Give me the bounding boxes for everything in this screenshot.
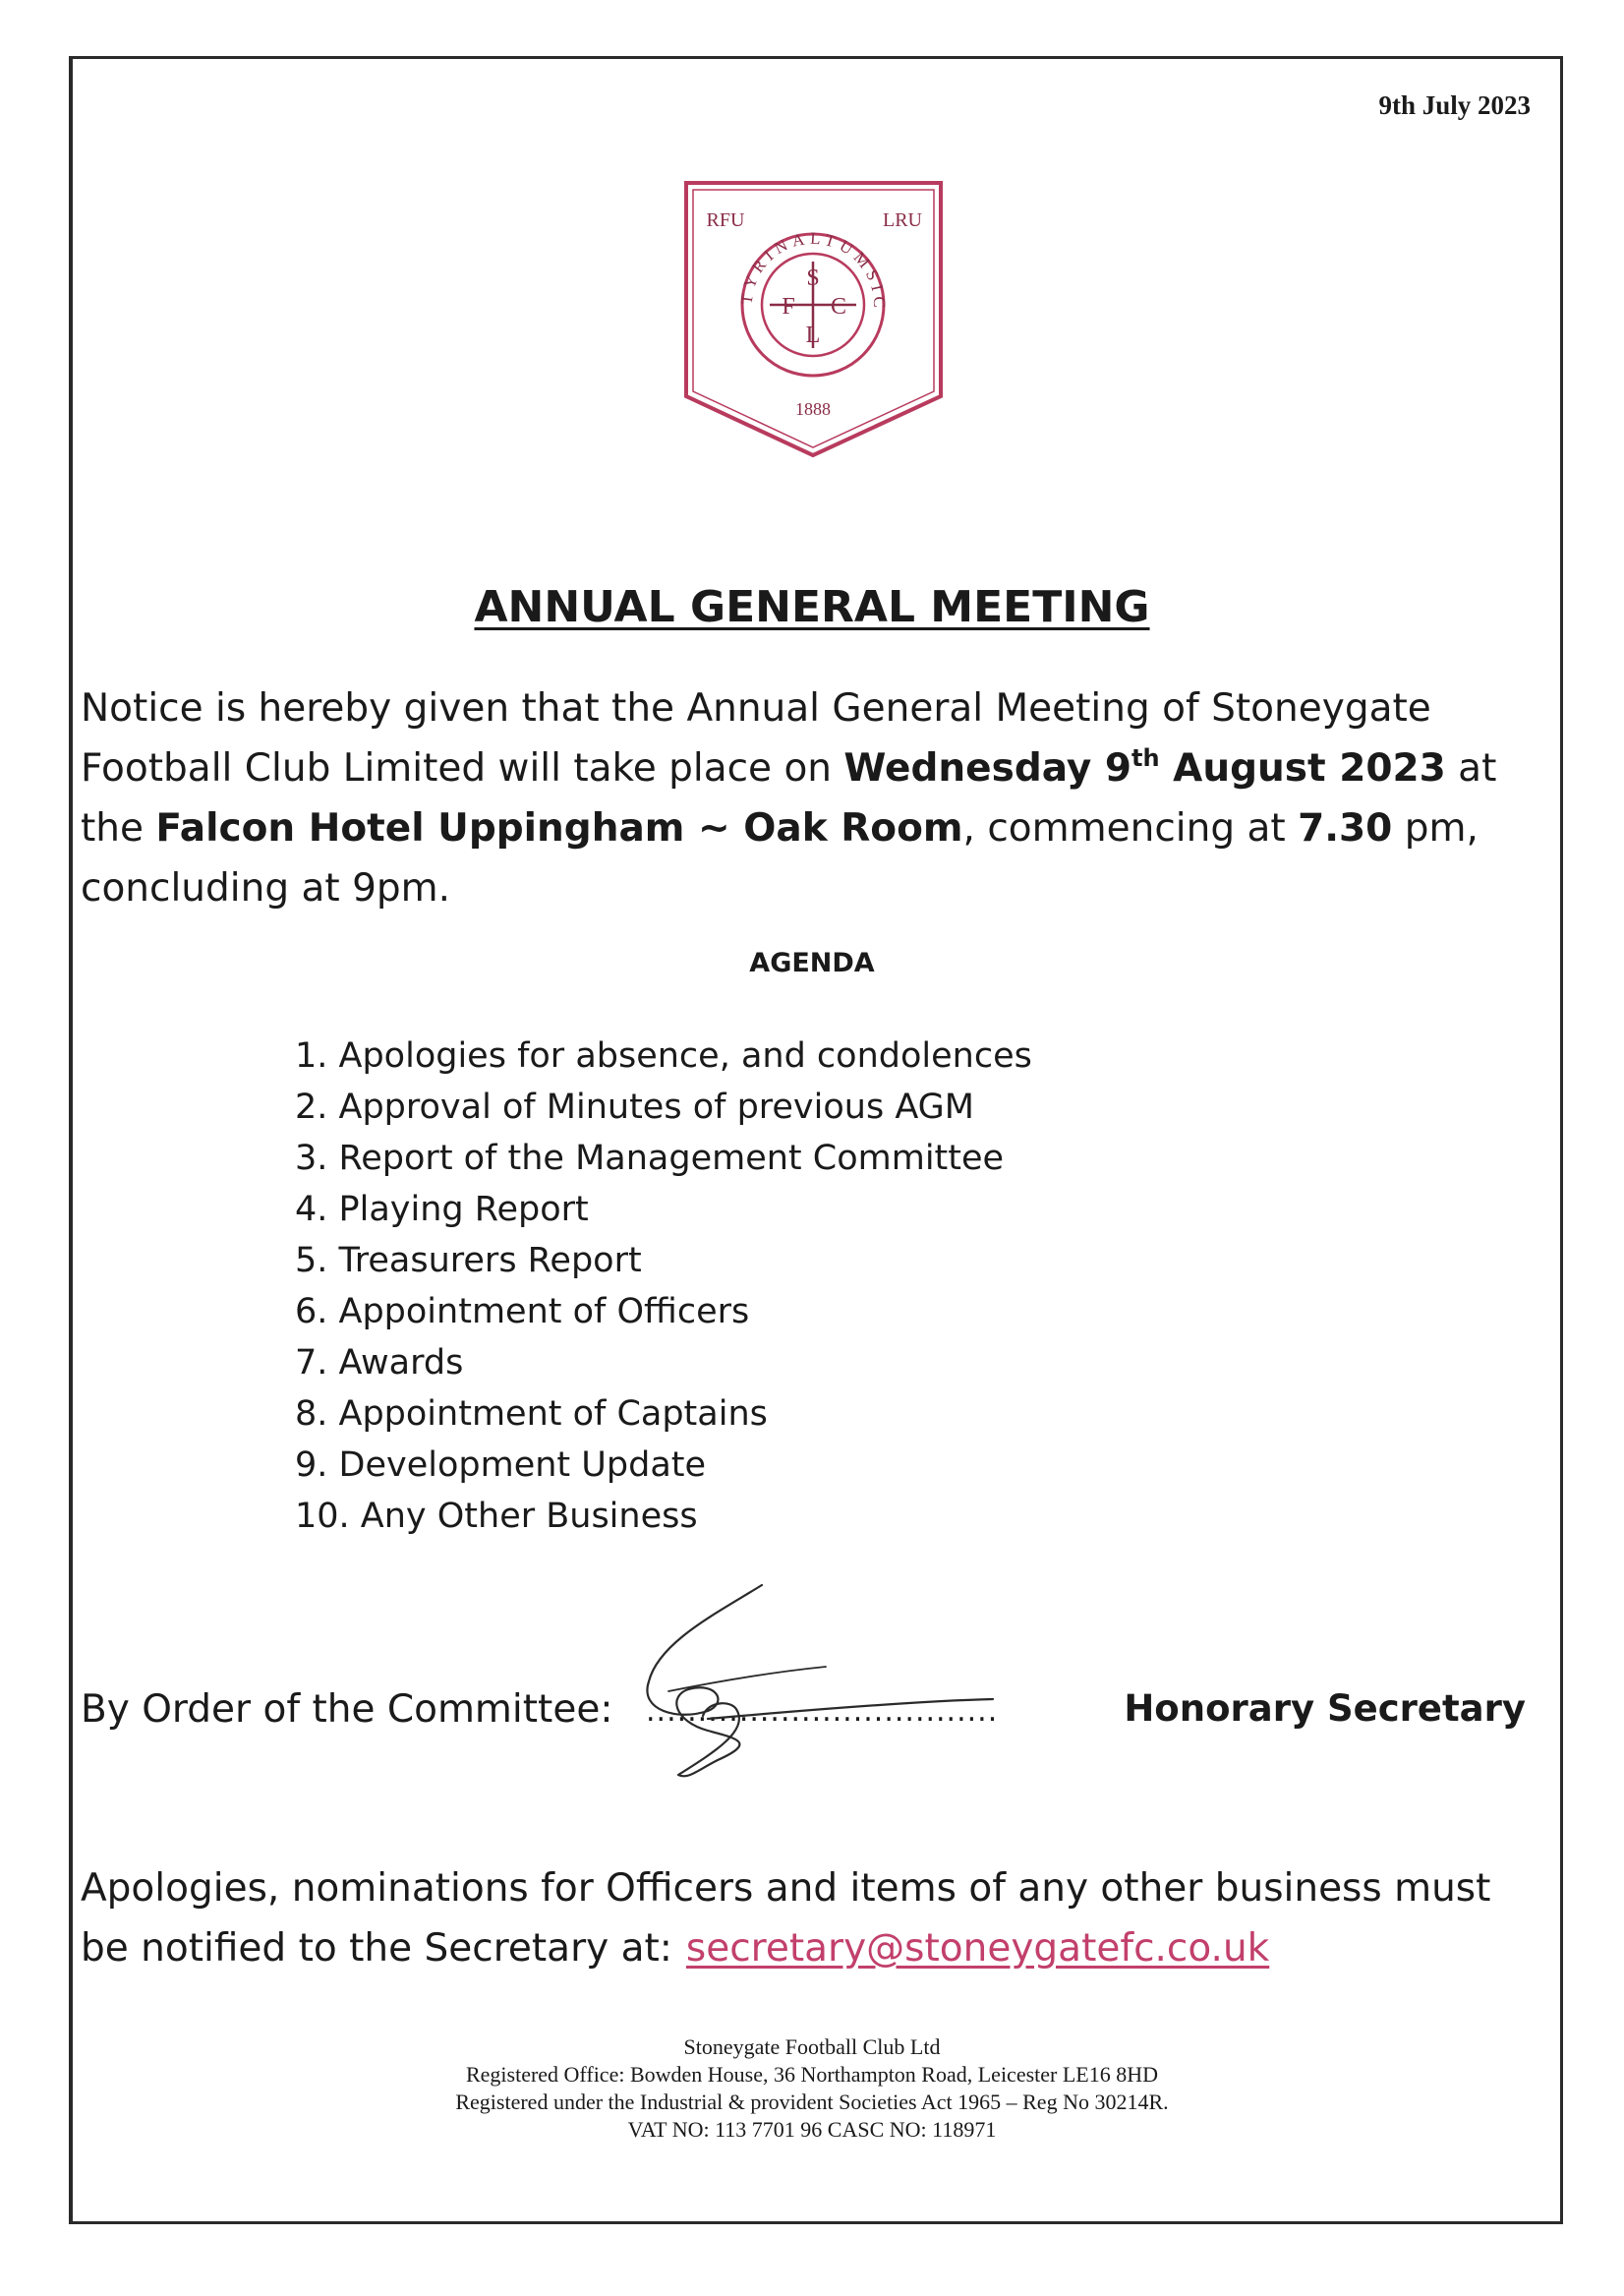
notice-text-3: , commencing at — [962, 806, 1299, 851]
footer-vat-casc: VAT NO: 113 7701 96 CASC NO: 118971 — [627, 2117, 997, 2142]
apologies-text: Apologies, nominations for Officers and items of any other business must be notified to the Secretary at: — [81, 1866, 1491, 1971]
signature-line: .................................. — [646, 1694, 999, 1729]
agenda-list — [295, 1030, 1032, 1542]
agenda-item: 4. Playing Report — [295, 1190, 589, 1229]
svg-text:LRU: LRU — [883, 209, 922, 231]
meeting-notice — [81, 678, 1536, 918]
notice-text-1: Notice is hereby given that the Annual General Meeting of Stoneygate Football Club Limited will take place on — [81, 686, 1431, 791]
agenda-item: 9. Development Update — [295, 1445, 707, 1485]
agenda-item: 10. Any Other Business — [295, 1497, 698, 1536]
meeting-date: Wednesday 9th August 2023 — [843, 744, 1446, 791]
svg-text:C: C — [830, 294, 847, 320]
notice-text-4: pm, concluding at 9pm. — [81, 806, 1479, 911]
handwritten-signature — [600, 1573, 1091, 1790]
document-date: 9th July 2023 — [1378, 90, 1531, 120]
apologies-notice — [81, 1858, 1536, 1978]
svg-text:1888: 1888 — [795, 399, 831, 419]
notice-text-2: at the — [81, 746, 1497, 851]
footer-registered-office: Registered Office: Bowden House, 36 Northampton Road, Leicester LE16 8HD — [465, 2062, 1159, 2087]
agenda-heading: AGENDA — [749, 948, 875, 978]
svg-text:TYRINALTUMSIC: TYRINALTUMSIC — [736, 228, 890, 313]
agenda-item: 5. Treasurers Report — [295, 1241, 642, 1280]
svg-text:RFU: RFU — [706, 209, 745, 231]
agenda-item: 7. Awards — [295, 1343, 464, 1383]
agenda-item: 2. Approval of Minutes of previous AGM — [295, 1088, 974, 1127]
secretary-email-link[interactable]: secretary@stoneygatefc.co.uk — [685, 1926, 1270, 1971]
page-title: ANNUAL GENERAL MEETING — [474, 582, 1150, 632]
agenda-item: 8. Appointment of Captains — [295, 1394, 768, 1434]
club-crest-logo — [678, 175, 949, 460]
signatory-role: Honorary Secretary — [1124, 1687, 1526, 1730]
svg-text:S: S — [806, 265, 820, 291]
meeting-venue: Falcon Hotel Uppingham ~ Oak Room — [155, 806, 963, 851]
meeting-time: 7.30 — [1298, 806, 1393, 851]
footer-registration: Registered under the Industrial & provident Societies Act 1965 – Reg No 30214R. — [455, 2090, 1169, 2114]
svg-text:F: F — [782, 294, 795, 320]
company-footer — [0, 2033, 1624, 2144]
agenda-item: 1. Apologies for absence, and condolences — [295, 1036, 1032, 1076]
svg-text:L: L — [805, 323, 821, 348]
signoff-label: By Order of the Committee: — [81, 1687, 613, 1732]
footer-company-name: Stoneygate Football Club Ltd — [683, 2034, 941, 2059]
agenda-item: 3. Report of the Management Committee — [295, 1139, 1005, 1178]
agenda-item: 6. Appointment of Officers — [295, 1292, 750, 1331]
